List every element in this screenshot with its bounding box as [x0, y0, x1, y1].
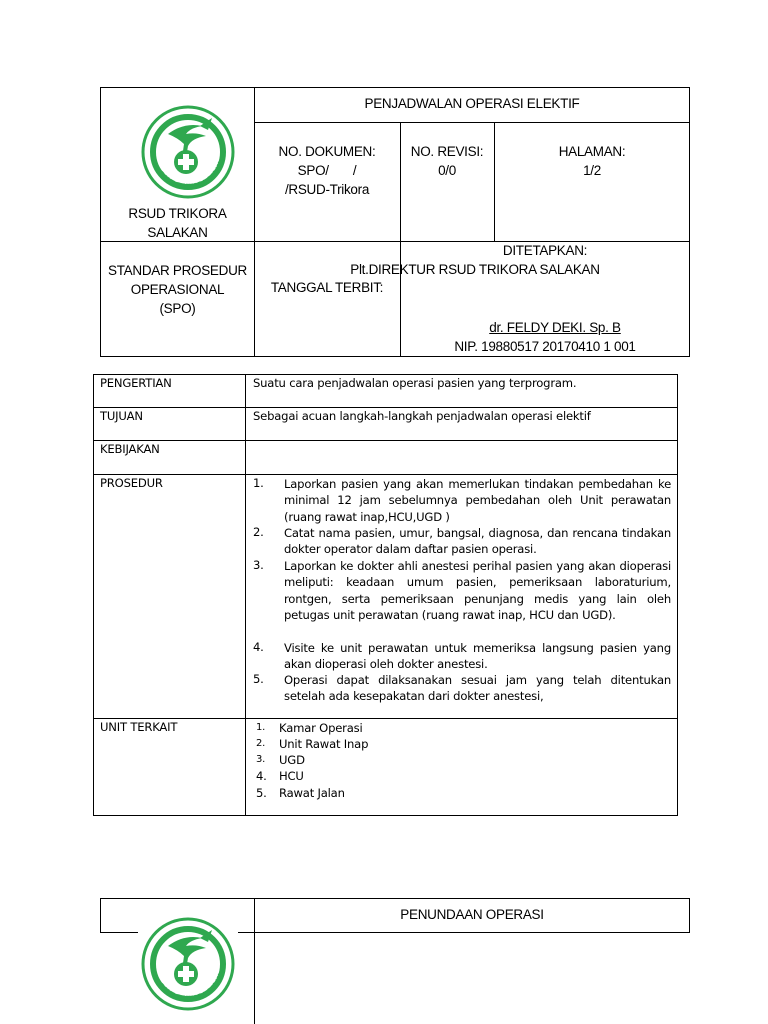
related-unit-text: HCU	[279, 769, 304, 783]
spo-label-line3: (SPO)	[159, 301, 196, 316]
page-number	[494, 142, 690, 180]
issue-date-label: TANGGAL TERBIT:	[270, 280, 384, 295]
page-value: 1/2	[583, 163, 601, 178]
related-unit-number: 4.	[256, 769, 267, 783]
hospital-name-line1: RSUD TRIKORA	[128, 206, 227, 221]
hospital-logo	[140, 104, 236, 200]
row-value-tujuan: Sebagai acuan langkah-langkah penjadwalan operasi elektif	[253, 409, 591, 423]
related-unit-text: Rawat Jalan	[279, 786, 345, 800]
row-label-unit-terkait: UNIT TERKAIT	[100, 720, 178, 734]
related-unit-number: 2.	[256, 738, 266, 749]
logo-text-2: RSUD TRIKORA SALAK	[157, 973, 225, 1003]
procedure-step-number: 5.	[253, 672, 264, 686]
spo-label	[100, 261, 255, 318]
hospital-name	[100, 204, 255, 242]
procedure-step-text: Laporkan pasien yang akan memerlukan tindakan pembedahan ke minimal 12 jam sebelumnya pembedahan oleh Unit perawatan (ruang rawat inap,HCU,UGD )	[284, 477, 671, 524]
revision-label: NO. REVISI:	[410, 144, 484, 159]
related-unit-number: 1.	[256, 722, 266, 733]
procedure-step-text: Laporkan ke dokter ahli anestesi perihal pasien yang akan dioperasi meliputi: keadaan umum pasien, pemeriksaan laboraturium, rontgen, serta pemeriksaan penunjang medis yang lain oleh petugas unit perawatan (ruang rawat inap, HCU dan UGD).	[284, 559, 671, 622]
director-title: Plt.DIREKTUR RSUD TRIKORA SALAKAN	[350, 262, 600, 277]
logo-text: RSUD TRIKORA SALAK	[157, 161, 225, 191]
signatory-nip: NIP. 19880517 20170410 1 001	[454, 339, 636, 354]
procedure-step-number: 1.	[253, 476, 264, 490]
revision-number	[400, 142, 494, 180]
related-unit-text: Kamar Operasi	[279, 721, 363, 735]
document-number	[254, 142, 400, 199]
procedure-step-number: 3.	[253, 558, 264, 572]
document-number-label: NO. DOKUMEN:	[278, 144, 376, 159]
procedure-step	[253, 640, 671, 673]
row-value-pengertian: Suatu cara penjadwalan operasi pasien yang terprogram.	[253, 376, 577, 390]
document-title-2: PENUNDAAN OPERASI	[400, 907, 544, 922]
set-by-label: DITETAPKAN:	[502, 243, 588, 258]
page-label: HALAMAN:	[558, 144, 626, 159]
procedure-step-text: Catat nama pasien, umur, bangsal, diagnosa, dan rencana tindakan dokter operator dalam daftar pasien operasi.	[284, 526, 671, 557]
revision-value: 0/0	[438, 163, 456, 178]
signatory-name: dr. FELDY DEKI. Sp. B	[489, 320, 621, 335]
document-title: PENJADWALAN OPERASI ELEKTIF	[364, 96, 580, 111]
procedure-step	[253, 525, 671, 558]
procedure-step	[253, 672, 671, 705]
related-unit-number: 3.	[256, 754, 266, 765]
procedure-step-text: Operasi dapat dilaksanakan sesuai jam yang telah ditentukan setelah ada kesepakatan dari dokter anestesi,	[284, 673, 671, 704]
procedure-step-number: 2.	[253, 525, 264, 539]
spo-label-line1: STANDAR PROSEDUR	[108, 263, 247, 278]
related-unit-number: 5.	[256, 786, 267, 800]
hospital-name-line2: SALAKAN	[147, 225, 208, 240]
procedure-step	[253, 476, 671, 525]
procedure-step-text: Visite ke unit perawatan untuk memeriksa langsung pasien yang akan dioperasi oleh dokter anestesi.	[284, 641, 671, 672]
row-label-pengertian: PENGERTIAN	[100, 376, 172, 390]
procedure-step	[253, 558, 671, 640]
related-unit-text: Unit Rawat Inap	[279, 737, 369, 751]
related-unit-text: UGD	[279, 753, 305, 767]
row-label-prosedur: PROSEDUR	[100, 476, 163, 490]
row-label-kebijakan: KEBIJAKAN	[100, 442, 160, 456]
row-label-tujuan: TUJUAN	[100, 409, 143, 423]
document-number-value2: /RSUD-Trikora	[284, 182, 370, 197]
spo-label-line2: OPERASIONAL	[130, 282, 225, 297]
hospital-logo-2	[140, 916, 236, 1012]
document-number-value1: SPO/ /	[297, 163, 357, 178]
procedure-step-number: 4.	[253, 640, 264, 654]
